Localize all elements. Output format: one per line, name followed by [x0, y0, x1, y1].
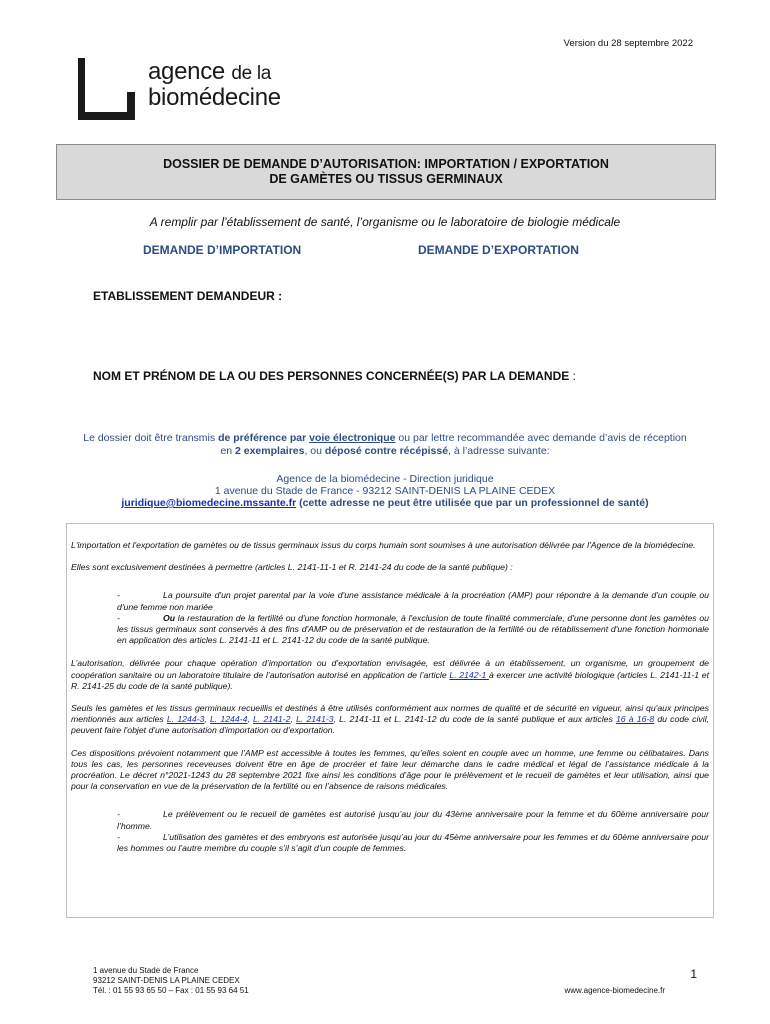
footer-website[interactable]: www.agence-biomedecine.fr: [564, 986, 665, 995]
link-l2141-2[interactable]: L. 2141-2: [253, 714, 291, 725]
address-line2: 1 avenue du Stade de France - 93212 SAINT-DENIS LA PLAINE CEDEX: [214, 485, 556, 497]
bullet-dash: -: [117, 831, 120, 842]
legal-info-box: [66, 523, 714, 918]
bullet-text: La poursuite d'un projet parental par la voie d'une assistance médicale à la procréation (AMP) pour répondre à la demande d'un couple ou d'une femme non mariée: [117, 590, 709, 612]
bullet-bold-ou: Ou: [163, 612, 176, 623]
address-line1: Agence de la biomédecine - Direction juridique: [276, 473, 494, 485]
info-paragraph-2: Elles sont exclusivement destinées à permettre (articles L. 2141-11-1 et R. 2141-24 du code de la santé publique) :: [71, 562, 513, 573]
info-bullets-purposes: [117, 590, 709, 646]
transmit-copies: 2 exemplaires: [235, 445, 305, 457]
transmit-bold-preference: de préférence par: [218, 432, 310, 444]
title-box: [56, 144, 716, 200]
footer-phone-fax: Tél. : 01 55 93 65 50 – Fax : 01 55 93 64 51: [93, 986, 249, 995]
p4-sep: ,: [247, 714, 254, 725]
info-paragraph-1: L'importation et l'exportation de gamètes ou de tissus germinaux issus du corps humain sont soumises à une autorisation délivrée par l'Agence de la biomédecine.: [71, 540, 696, 550]
transmit-electronic-way: voie électronique: [309, 432, 396, 444]
link-16-a-16-8[interactable]: 16 à 16-8: [615, 714, 655, 725]
logo-wordmark: [148, 60, 281, 110]
subtitle: A remplir par l’établissement de santé, l’organisme ou le laboratoire de biologie médicale: [149, 215, 621, 229]
transmit-text-1: Le dossier doit être transmis: [83, 432, 219, 444]
info-bullets-age: [117, 809, 709, 854]
email-note: (cette adresse ne peut être utilisée que par un professionnel de santé): [296, 497, 649, 509]
logo-line2: biomédecine: [148, 84, 281, 111]
export-request-option[interactable]: DEMANDE D’EXPORTATION: [418, 243, 579, 257]
persons-heading: [93, 369, 576, 383]
p4-sep: ,: [290, 714, 297, 725]
footer-address: [93, 966, 249, 996]
list-item: [117, 809, 709, 831]
transmit-text-2: ou par lettre recommandée avec demande d’avis de réception en: [220, 432, 687, 457]
bullet-text: L’utilisation des gamètes et des embryons est autorisée jusqu’au jour du 45ème anniversaire pour les femmes et du 60ème anniversaire pour les hommes ou l’autre membre du couple s’il s’agit d’un couple de femmes.: [117, 831, 709, 854]
persons-heading-text: NOM ET PRÉNOM DE LA OU DES PERSONNES CONCERNÉE(S) PAR LA DEMANDE: [93, 369, 570, 383]
info-paragraph-4: [71, 703, 709, 737]
link-l2141-3[interactable]: L. 2141-3: [296, 714, 334, 725]
version-date: Version du 28 septembre 2022: [563, 38, 693, 49]
postal-address: [80, 473, 690, 509]
list-item: [117, 832, 709, 854]
import-request-option[interactable]: DEMANDE D’IMPORTATION: [143, 243, 302, 257]
list-item: [117, 590, 709, 612]
info-paragraph-3: [71, 658, 709, 692]
title-line2: DE GAMÈTES OU TISSUS GERMINAUX: [269, 172, 503, 186]
link-l1244-4[interactable]: L. 1244-4: [209, 714, 248, 725]
bullet-dash: -: [117, 590, 120, 601]
transmit-receipt: déposé contre récépissé: [324, 445, 449, 457]
p4-text-a: Seuls les gamètes et les tissus germinaux recueillis et destinés à être utilisés conformément aux normes de qualité et de sécurité en vigueur, ainsi qu'aux principes mentionnés aux articles: [71, 703, 709, 725]
p4-sep: ,: [204, 714, 210, 725]
transmit-text-4: , à l’adresse suivante:: [448, 445, 550, 457]
persons-heading-colon: :: [569, 369, 576, 383]
title-line1: DOSSIER DE DEMANDE D’AUTORISATION: IMPORTATION / EXPORTATION: [163, 157, 609, 171]
bullet-dash: -: [117, 612, 120, 623]
transmit-text-3: , ou: [304, 445, 325, 457]
p4-text-c: du code civil, peuvent faire l'objet d'une autorisation d'importation ou d'exportation.: [71, 714, 710, 736]
p3-text-a: L’autorisation, délivrée pour chaque opération d’importation ou d’exportation envisagée, est délivrée à un établissement, un organisme, un groupement de coopération sanitaire ou un laboratoire titulaire de l’autorisation autorisé en application de l’article: [71, 658, 709, 680]
bullet-text: Le prélèvement ou le recueil de gamètes est autorisé jusqu’au jour du 43ème anniversaire pour la femme et du 60ème anniversaire pour l’homme.: [117, 809, 709, 831]
list-item: [117, 613, 709, 647]
email-link[interactable]: juridique@biomedecine.mssante.fr: [121, 497, 297, 509]
logo-line1: agence: [148, 58, 225, 85]
footer-address-line1: 1 avenue du Stade de France: [93, 966, 199, 975]
p4-text-b: , L. 2141-11 et L. 2141-12 du code de la santé publique et aux articles: [333, 714, 616, 725]
establishment-heading: ETABLISSEMENT DEMANDEUR :: [93, 289, 283, 303]
logo-line1-small: de la: [231, 63, 272, 84]
transmission-instructions: [80, 432, 690, 458]
link-l2142-1[interactable]: L. 2142-1: [449, 669, 489, 680]
page-number: 1: [690, 967, 697, 981]
p3-text-b: à exercer une activité biologique (articles L. 2141-11-1 et R. 2141-25 du code de la santé publique).: [71, 669, 709, 691]
bullet-dash: -: [117, 809, 120, 820]
footer-address-line2: 93212 SAINT-DENIS LA PLAINE CEDEX: [93, 976, 240, 985]
bullet-text: la restauration de la fertilité ou d'une fonction hormonale, à l'exclusion de toute finalité commerciale, d'une personne dont les gamètes ou les tissus germinaux sont conservés à des fins d'AMP ou de préservation et de restauration de la fertilité ou de rétablissement d'une fonction hormonale en application des articles L. 2141-11 et L. 2141-12 du code de la santé publique.: [117, 612, 709, 646]
info-paragraph-5: Ces dispositions prévoient notamment que l’AMP est accessible à toutes les femmes, qu’elles soient en couple avec un homme, une femme ou célibataires. Dans tous les cas, les personnes receveuses doivent être en âge de procréer et faire leur démarche dans le cadre médical et légal de l’assistance médicale à la procréation. Le décret n°2021-1243 du 28 septembre 2021 fixe ainsi les conditions d’âge pour le prélèvement et le recueil de gamètes et leur utilisation, ainsi que pour la conservation en vue de la préservation de la fertilité ou en l’absence de raisons médicales.: [71, 747, 709, 792]
link-l1244-3[interactable]: L. 1244-3: [166, 714, 205, 725]
